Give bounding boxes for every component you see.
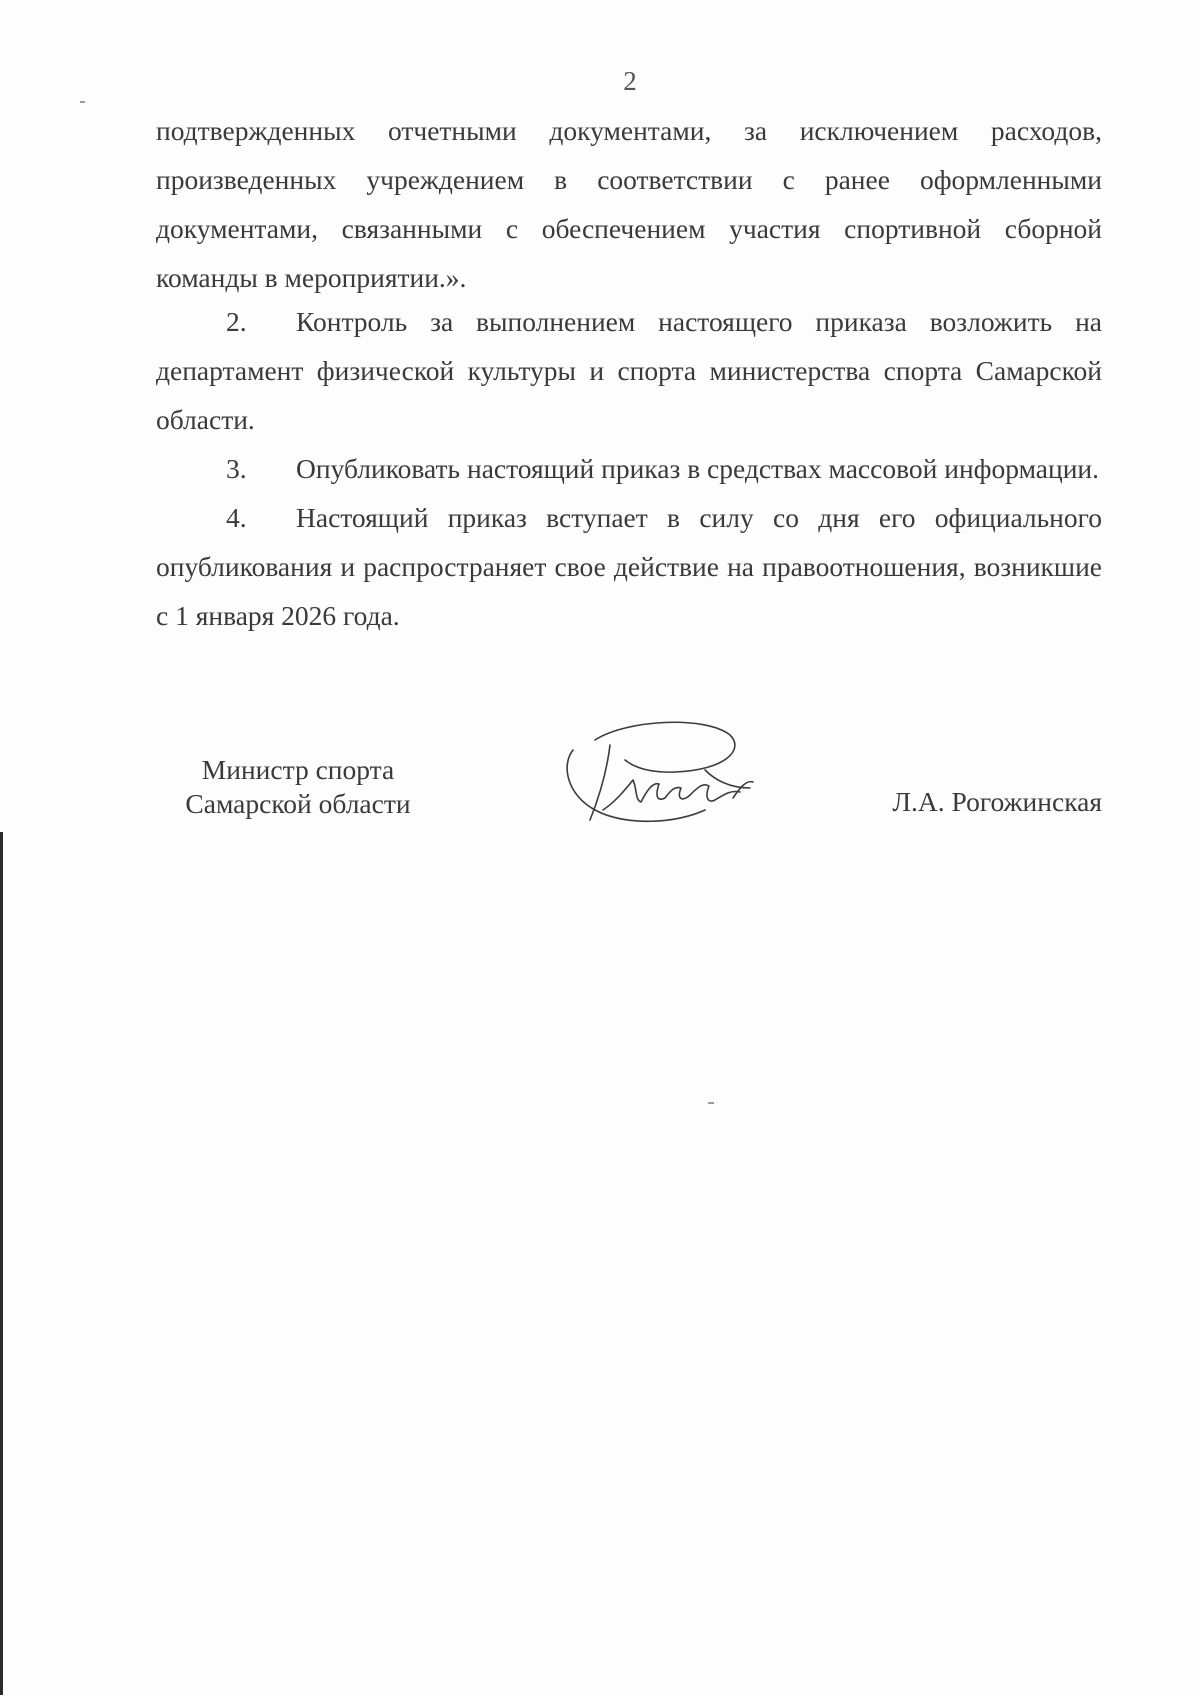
scan-edge-line: [0, 832, 3, 1695]
item-text: Контроль за выполнением настоящего приказа возложить на департамент физической культуры и спорта министерства спорта Самарской области.: [156, 306, 1102, 435]
list-item: [156, 493, 1102, 640]
scan-speck: [708, 1102, 714, 1104]
item-number: 2.: [226, 306, 247, 337]
page-number: 2: [623, 66, 637, 96]
position-line: Самарской области: [185, 788, 411, 819]
handwritten-signature: [555, 710, 795, 830]
item-number: 3.: [226, 453, 247, 484]
item-text: Настоящий приказ вступает в силу со дня его официального опубликования и распространяет свое действие на правоотношения, возникшие с 1 января 2026 года.: [156, 502, 1102, 631]
signer-name: Л.А. Рогожинская: [892, 786, 1102, 817]
signer-position: [168, 753, 428, 821]
item-number: 4.: [226, 502, 247, 533]
position-line: Министр спорта: [201, 754, 395, 785]
numbered-items: [156, 297, 1102, 640]
item-text: Опубликовать настоящий приказ в средствах массовой информации.: [296, 453, 1100, 484]
list-item: [156, 297, 1102, 444]
scan-speck: [80, 101, 85, 103]
list-item: [156, 444, 1102, 493]
continuation-paragraph: подтвержденных отчетными документами, за исключением расходов, произведенных учреждением в соответствии с ранее оформленными документами, связанными с обеспечением участия спортивной сборной команды в мероприятии.».: [156, 115, 1102, 293]
